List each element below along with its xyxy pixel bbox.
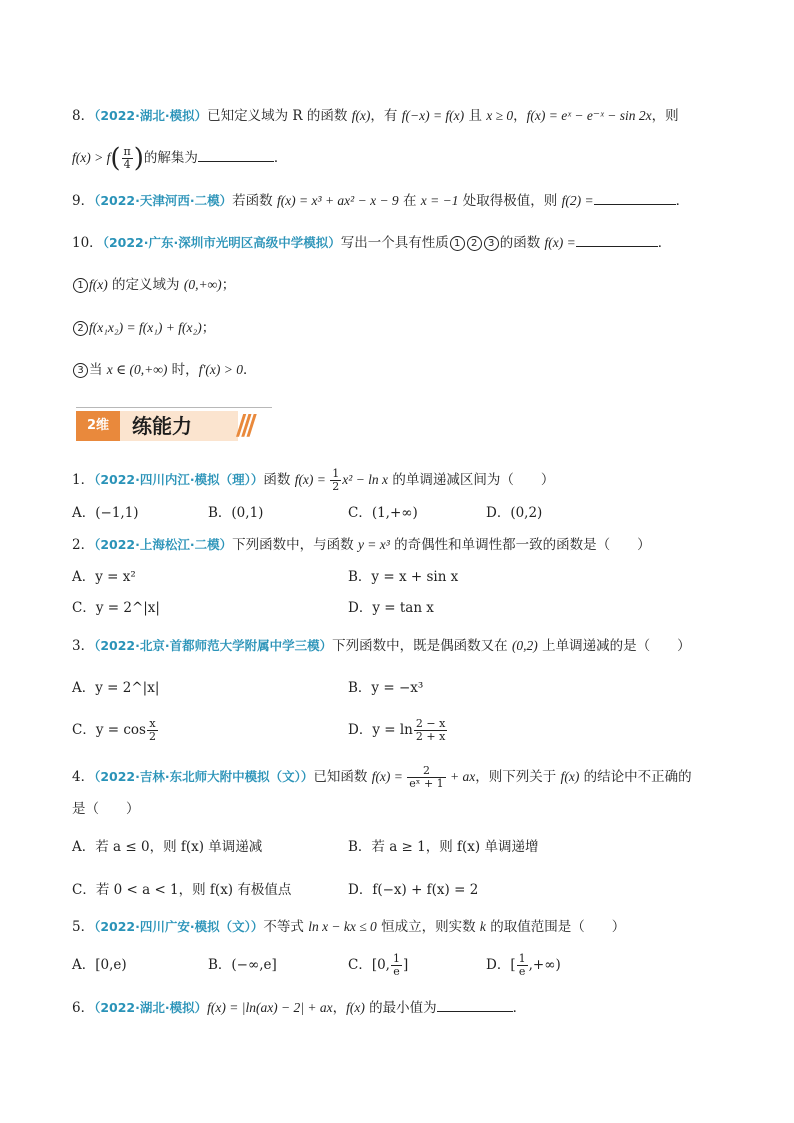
q10-prop3 xyxy=(72,360,256,380)
p4-option-a[interactable]: A．若 a ≤ 0，则 f(x) 单调递减 xyxy=(72,839,263,855)
p6-number: 6． xyxy=(72,1000,95,1016)
p6-answer-blank[interactable] xyxy=(437,999,513,1012)
p5-text1: 不等式 xyxy=(263,919,309,935)
p2-text2: 的奇偶性和单调性都一致的函数是（ ） xyxy=(389,537,651,553)
p4-f: f(x) xyxy=(560,769,580,784)
q9-point: x = −1 xyxy=(420,193,459,208)
p4-text3: 的结论中不正确的 xyxy=(579,769,692,785)
q10-number: 10． xyxy=(72,235,103,251)
p4-source: （2022·吉林·东北师大附中模拟（文）） xyxy=(94,769,314,784)
p2-eq: y = x³ xyxy=(357,537,390,552)
p2-option-d[interactable]: D．y = tan x xyxy=(348,600,434,616)
p4-frac-num: 2 xyxy=(407,765,445,778)
p5-d-den: e xyxy=(518,965,526,978)
section-badge: 2维 xyxy=(76,411,120,441)
section-title: 练能力 xyxy=(116,411,238,441)
p1-source: （2022·四川内江·模拟（理）） xyxy=(94,472,264,487)
p6-text1: ， xyxy=(332,1000,347,1016)
q10-text2: 的函数 xyxy=(499,235,545,251)
q8-f: f(x) xyxy=(351,108,371,123)
p1-fraction xyxy=(330,468,341,493)
p2-text1: 下列函数中，与函数 xyxy=(232,537,358,553)
q9-text2: 在 xyxy=(398,193,421,209)
p4-text2: ，则下列关于 xyxy=(475,769,561,785)
q9-source: （2022·天津河西·二模） xyxy=(94,193,233,208)
q10-p1-domain: (0,+∞) xyxy=(183,277,222,292)
q8-frac-den: 4 xyxy=(123,158,131,171)
circle-3-icon: 3 xyxy=(484,236,499,251)
p5-line xyxy=(72,917,625,937)
q10-p3-text: 当 xyxy=(89,362,107,378)
q8-inequality: f(x) > f xyxy=(72,150,111,165)
q8-text: 已知定义域为 R 的函数 xyxy=(207,108,352,124)
section-slashes: /// xyxy=(236,408,252,441)
q8-line1 xyxy=(72,106,679,126)
q8-frac-num: π xyxy=(123,145,131,158)
circle-1-icon: 1 xyxy=(73,278,88,293)
p4-text1: 已知函数 xyxy=(313,769,372,785)
p4-option-b[interactable]: B．若 a ≥ 1，则 f(x) 单调递增 xyxy=(348,839,539,855)
q9-eq: f(x) = x³ + ax² − x − 9 xyxy=(276,193,399,208)
p1-frac-num: 1 xyxy=(332,467,340,480)
p2-option-c[interactable]: C．y = 2^|x| xyxy=(72,600,160,616)
p3-c-den: 2 xyxy=(148,730,156,743)
p5-text3: 的取值范围是（ ） xyxy=(485,919,626,935)
p3-d-den: 2 + x xyxy=(415,730,446,743)
p3-number: 3． xyxy=(72,638,95,654)
p5-c-end: ] xyxy=(402,957,409,973)
q10-ask: f(x) = xyxy=(544,235,576,250)
q8-even-eq: f(−x) = f(x) xyxy=(401,108,465,123)
p3-d-num: 2 − x xyxy=(415,717,446,730)
q10-p2-end: ； xyxy=(201,320,216,336)
q10-p1-f: f(x) xyxy=(89,277,108,292)
q10-p3-end: ． xyxy=(242,362,257,378)
p3-c-num: x xyxy=(147,718,158,731)
q8-end: ． xyxy=(273,150,288,166)
p4-eq-b: + ax xyxy=(446,769,476,784)
circle-1-icon: 1 xyxy=(450,236,465,251)
p3-d-text: D．y = ln xyxy=(348,722,413,738)
circle-2-icon: 2 xyxy=(73,321,88,336)
q9-end: ． xyxy=(675,193,690,209)
q8-text6: 的解集为 xyxy=(143,150,198,166)
p3-line xyxy=(72,636,691,656)
q8-text2: ，有 xyxy=(370,108,402,124)
p3-c-fraction xyxy=(147,718,158,743)
q8-number: 8． xyxy=(72,108,95,124)
p5-k: k xyxy=(479,919,486,934)
p6-text2: 的最小值为 xyxy=(364,1000,437,1016)
q8-fraction xyxy=(122,146,133,171)
q8-cond: x ≥ 0 xyxy=(486,108,514,123)
p1-eq-a: f(x) = xyxy=(294,472,330,487)
q10-answer-blank[interactable] xyxy=(576,234,658,247)
q10-text1: 写出一个具有性质 xyxy=(340,235,449,251)
p5-d-fraction xyxy=(517,953,528,978)
p5-d-num: 1 xyxy=(518,952,526,965)
q10-prop2 xyxy=(72,318,215,338)
p1-option-b[interactable]: B．(0,1) xyxy=(208,505,264,521)
paren-right: ) xyxy=(133,143,144,174)
q10-p1-end: ； xyxy=(221,277,236,293)
p2-option-a[interactable]: A．y = x² xyxy=(72,569,136,585)
q10-source: （2022·广东·深圳市光明区高级中学模拟） xyxy=(102,235,341,250)
p4-fraction xyxy=(407,765,445,790)
p2-option-b[interactable]: B．y = x + sin x xyxy=(348,569,459,585)
q9-line xyxy=(72,191,689,211)
p5-option-c[interactable] xyxy=(348,953,408,978)
q9-number: 9． xyxy=(72,193,95,209)
q10-line xyxy=(72,233,671,253)
p5-eq: ln x − kx ≤ 0 xyxy=(308,919,377,934)
q10-p2-eq: f(x₁x₂) = f(x₁) + f(x₂) xyxy=(89,320,202,335)
q8-text5: ，则 xyxy=(651,108,679,124)
p1-number: 1． xyxy=(72,472,95,488)
p1-eq-b: x² − ln x xyxy=(342,472,389,487)
p3-text2: 上单调递减的是（ ） xyxy=(537,638,691,654)
p5-c-den: e xyxy=(393,965,400,978)
p1-text1: 函数 xyxy=(263,472,295,488)
p4-number: 4． xyxy=(72,769,95,785)
p5-text2: 恒成立，则实数 xyxy=(376,919,480,935)
p3-option-c[interactable] xyxy=(72,718,159,743)
q8-text4: ， xyxy=(513,108,527,124)
p5-d-text: D．[ xyxy=(486,957,516,973)
p5-d-end: ,+∞) xyxy=(528,957,561,973)
p1-option-a[interactable]: A．(−1,1) xyxy=(72,505,139,521)
q9-text3: 处取得极值，则 xyxy=(458,193,562,209)
q10-p3-range: x ∈ (0,+∞) xyxy=(106,362,168,377)
p3-option-a[interactable]: A．y = 2^|x| xyxy=(72,680,160,696)
p3-option-d[interactable] xyxy=(348,718,448,743)
p6-eq: f(x) = |ln(ax) − 2| + ax xyxy=(207,1000,333,1015)
q10-p1-text: 的定义域为 xyxy=(107,277,184,293)
p4-line2: 是（ ） xyxy=(72,801,140,817)
p1-line xyxy=(72,468,554,493)
p2-number: 2． xyxy=(72,537,95,553)
p1-option-d[interactable]: D．(0,2) xyxy=(486,505,543,521)
q10-prop1 xyxy=(72,275,235,295)
q8-line2 xyxy=(72,143,288,174)
p6-source: （2022·湖北·模拟） xyxy=(94,1000,208,1015)
p5-c-text: C．[0, xyxy=(348,957,390,973)
p1-option-c[interactable]: C．(1,+∞) xyxy=(348,505,418,521)
p5-number: 5． xyxy=(72,919,95,935)
circle-3-icon: 3 xyxy=(73,363,88,378)
p5-option-b[interactable]: B．(−∞,e] xyxy=(208,957,277,973)
q8-text3: 且 xyxy=(464,108,487,124)
p6-end: ． xyxy=(512,1000,527,1016)
p3-text1: 下列函数中，既是偶函数又在 xyxy=(332,638,512,654)
p1-text2: 的单调递减区间为（ ） xyxy=(388,472,555,488)
p4-eq-a: f(x) = xyxy=(371,769,407,784)
p3-interval: (0,2) xyxy=(511,638,538,653)
q10-end: ． xyxy=(657,235,672,251)
p5-source: （2022·四川广安·模拟（文）） xyxy=(94,919,264,934)
p5-option-d[interactable] xyxy=(486,953,561,978)
p6-line xyxy=(72,998,526,1018)
q10-p3-deriv: f′(x) > 0 xyxy=(198,362,243,377)
p5-c-num: 1 xyxy=(392,952,400,965)
p4-frac-den: eˣ + 1 xyxy=(409,777,444,790)
p1-frac-den: 2 xyxy=(332,480,340,493)
p4-option-d[interactable]: D．f(−x) + f(x) = 2 xyxy=(348,882,479,898)
p6-f: f(x) xyxy=(346,1000,365,1015)
q8-answer-blank[interactable] xyxy=(198,149,274,162)
p4-option-c[interactable]: C．若 0 < a < 1，则 f(x) 有极值点 xyxy=(72,882,292,898)
p3-d-fraction xyxy=(414,718,447,743)
p5-c-fraction xyxy=(391,953,402,978)
p2-source: （2022·上海松江·二模） xyxy=(94,537,233,552)
p3-option-b[interactable]: B．y = −x³ xyxy=(348,680,424,696)
q9-ask: f(2) = xyxy=(561,193,594,208)
section-header xyxy=(76,407,276,443)
p3-c-text: C．y = cos xyxy=(72,722,146,738)
paren-left: ( xyxy=(110,143,121,174)
p4-line1 xyxy=(72,765,692,790)
q9-text1: 若函数 xyxy=(232,193,277,209)
p5-option-a[interactable]: A．[0,e) xyxy=(72,957,127,973)
p3-source: （2022·北京·首都师范大学附属中学三模） xyxy=(94,638,333,653)
circle-2-icon: 2 xyxy=(467,236,482,251)
q10-p3-text2: 时， xyxy=(167,362,199,378)
q8-source: （2022·湖北·模拟） xyxy=(94,108,208,123)
p2-line xyxy=(72,535,651,555)
q8-func-eq: f(x) = eˣ − e⁻ˣ − sin 2x xyxy=(526,108,652,123)
q9-answer-blank[interactable] xyxy=(594,192,676,205)
